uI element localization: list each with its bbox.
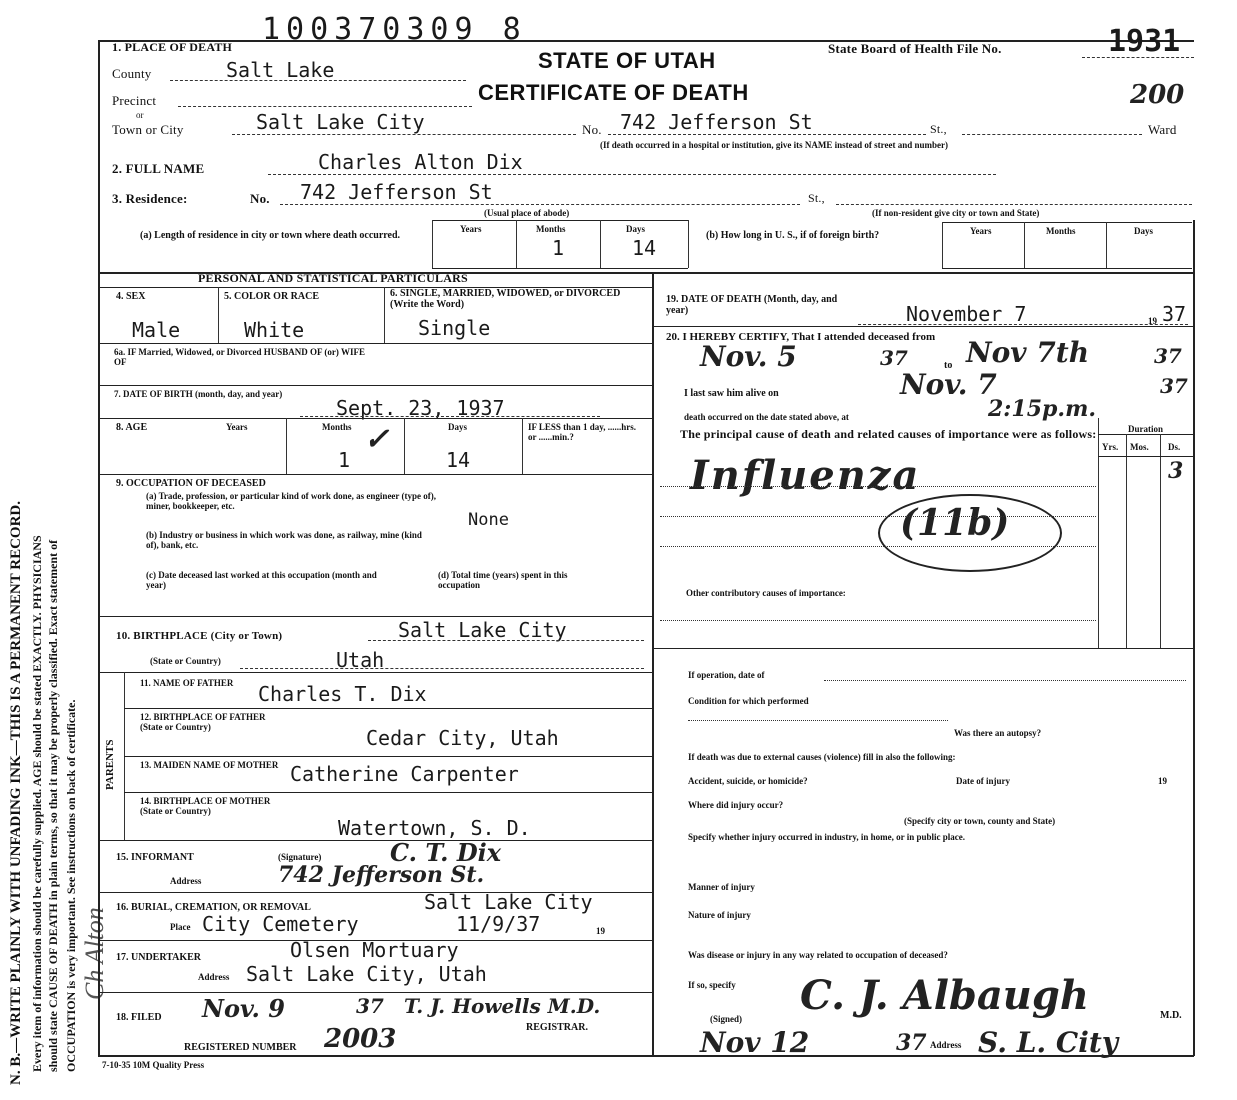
filed-label: 18. FILED: [116, 1012, 162, 1023]
undertaker-address-value: Salt Lake City, Utah: [246, 962, 487, 986]
residence-years-label: Years: [460, 224, 482, 234]
parents-side-label: PARENTS: [104, 739, 116, 790]
duration-yrs-label: Yrs.: [1102, 442, 1119, 452]
father-name-value: Charles T. Dix: [258, 682, 427, 706]
age-months-label: Months: [322, 422, 352, 432]
signed-label: (Signed): [710, 1014, 743, 1024]
full-name-value: Charles Alton Dix: [318, 150, 523, 174]
cause-of-death: Influenza: [690, 452, 921, 499]
injury-date-label: Date of injury: [956, 776, 1010, 786]
date-of-death-value: November 7: [906, 302, 1027, 326]
duration-ds-label: Ds.: [1168, 442, 1181, 452]
dob-label: 7. DATE OF BIRTH (month, day, and year): [114, 389, 283, 399]
burial-place-value: City Cemetery: [202, 912, 359, 936]
last-saw-label: I last saw him alive on: [684, 388, 779, 399]
precinct-label: Precinct: [112, 93, 157, 108]
age-years-label: Years: [226, 422, 248, 432]
place-of-death-label: 1. PLACE OF DEATH: [112, 40, 233, 54]
sex-label: 4. SEX: [116, 291, 146, 302]
burial-label: 16. BURIAL, CREMATION, OR REMOVAL: [116, 902, 311, 913]
informant-signature: C. T. Dix: [390, 838, 502, 867]
state-heading: STATE OF UTAH: [538, 48, 716, 73]
other-causes-label: Other contributory causes of importance:: [686, 588, 846, 598]
undertaker-label: 17. UNDERTAKER: [116, 952, 202, 963]
filed-year: 37: [356, 994, 384, 1018]
operation-label: If operation, date of: [688, 670, 765, 680]
if-so-label: If so, specify: [688, 980, 736, 990]
filed-date: Nov. 9: [202, 994, 285, 1023]
file-number-note: 200: [1130, 80, 1185, 110]
father-name-label: 11. NAME OF FATHER: [140, 678, 234, 688]
md-label: M.D.: [1160, 1010, 1182, 1021]
mother-birthplace-value: Watertown, S. D.: [338, 816, 531, 840]
age-check-mark: ✓: [364, 422, 390, 457]
age-days-label: Days: [448, 422, 468, 432]
autopsy-label: Was there an autopsy?: [954, 728, 1042, 738]
accident-label: Accident, suicide, or homicide?: [688, 776, 808, 786]
hospital-note: (If death occurred in a hospital or institution, give its NAME instead of street and number): [600, 140, 949, 150]
date-of-death-label: 19. DATE OF DEATH (Month, day, and year): [666, 294, 838, 316]
us-years-label: Years: [970, 226, 992, 236]
informant-address-label: Address: [170, 876, 202, 886]
attended-to-year: 37: [1154, 344, 1182, 368]
principal-cause-label: The principal cause of death and related causes of importance were as follows:: [680, 427, 1097, 441]
physician-signature: C. J. Albaugh: [800, 972, 1089, 1019]
residence-days-label: Days: [626, 224, 646, 234]
file-number-label: State Board of Health File No.: [828, 41, 1002, 56]
usual-abode-note: (Usual place of abode): [484, 208, 570, 218]
residence-months-label: Months: [536, 224, 566, 234]
burial-date-value: 11/9/37: [456, 912, 541, 936]
or-label: or: [136, 110, 144, 120]
st-label: St.,: [930, 122, 947, 136]
race-label: 5. COLOR OR RACE: [224, 291, 320, 302]
external-causes-label: If death was due to external causes (violence) fill in also the following:: [688, 752, 956, 762]
age-months-value: 1: [338, 448, 351, 472]
father-birthplace-value: Cedar City, Utah: [366, 726, 559, 750]
cause-duration: 3: [1168, 458, 1184, 484]
burial-place-label: Place: [170, 922, 191, 932]
residence-no-label: No.: [250, 191, 270, 206]
death-year-value: 37: [1162, 302, 1187, 326]
cause-code-circle: [878, 494, 1062, 572]
birthplace-city-value: Salt Lake City: [398, 618, 567, 642]
duration-label: Duration: [1128, 424, 1164, 434]
specify-label: Specify whether injury occurred in industry, in home, or in public place.: [688, 832, 966, 842]
dob-value: Sept. 23, 1937: [336, 396, 505, 420]
ward-label: Ward: [1148, 122, 1177, 137]
father-birthplace-label: 12. BIRTHPLACE OF FATHER (State or Country): [140, 712, 266, 732]
physician-address: S. L. City: [978, 1026, 1119, 1059]
certificate-title: CERTIFICATE OF DEATH: [478, 80, 749, 105]
attended-to-label: to: [944, 360, 953, 371]
town-label: Town or City: [112, 122, 184, 137]
registrar-label: REGISTRAR.: [526, 1022, 588, 1033]
sidebar-instructions-3: should state CAUSE OF DEATH in plain terms, so that it may be properly classified. Exact statement of: [46, 539, 60, 1072]
occupation-related-label: Was disease or injury in any way related to occupation of deceased?: [688, 950, 948, 960]
occupation-c-label: (c) Date deceased last worked at this occupation (month and year): [146, 570, 377, 590]
sidebar-instructions-1: N. B.—WRITE PLAINLY WITH UNFADING INK—THIS IS A PERMANENT RECORD.: [8, 501, 24, 1085]
mother-name-label: 13. MAIDEN NAME OF MOTHER: [140, 760, 279, 770]
county-value: Salt Lake: [226, 58, 335, 82]
occupation-value: None: [468, 510, 509, 530]
residence-label: 3. Residence:: [112, 191, 188, 206]
file-number: 1931: [1108, 24, 1181, 59]
residence-st-label: St.,: [808, 191, 825, 205]
street-no-label: No.: [582, 122, 602, 137]
sidebar-instructions-2: Every item of information should be carefully supplied. AGE should be stated EXACTLY. PHYSICIANS: [30, 535, 44, 1072]
occupation-label: 9. OCCUPATION OF DECEASED: [116, 478, 266, 489]
undertaker-value: Olsen Mortuary: [290, 938, 459, 962]
cause-code: (11b): [900, 502, 1010, 544]
specify-place-note: (Specify city or town, county and State): [904, 816, 1056, 826]
signed-year: 37: [896, 1030, 927, 1056]
marital-label: 6. SINGLE, MARRIED, WIDOWED, or DIVORCED (Write the Word): [390, 288, 621, 310]
occupation-a-label: (a) Trade, profession, or particular kind of work done, as engineer (type of), miner, bookkeeper, etc.: [146, 491, 436, 511]
serial-number: 100370309 8: [262, 12, 527, 47]
county-label: County: [112, 66, 152, 81]
birthplace-state-label: (State or Country): [150, 656, 221, 666]
duration-mos-label: Mos.: [1130, 442, 1149, 452]
sidebar-scrawl: Ch Alton: [80, 907, 109, 1000]
age-label: 8. AGE: [116, 422, 148, 433]
informant-label: 15. INFORMANT: [116, 852, 194, 863]
burial-city-value: Salt Lake City: [424, 890, 593, 914]
informant-address: 742 Jefferson St.: [278, 862, 485, 888]
death-year-label: 19: [1148, 316, 1157, 326]
death-occurred-label: death occurred on the date stated above, at: [684, 412, 849, 422]
us-days-label: Days: [1134, 226, 1154, 236]
last-saw-value: Nov. 7: [900, 368, 997, 401]
nonresident-note: (If non-resident give city or town and State): [872, 208, 1040, 218]
death-time: 2:15p.m.: [988, 396, 1097, 422]
injury-where-label: Where did injury occur?: [688, 800, 784, 810]
mother-name-value: Catherine Carpenter: [290, 762, 519, 786]
occupation-b-label: (b) Industry or business in which work was done, as railway, mine (kind of), bank, etc.: [146, 530, 422, 550]
less-than-day-label: IF LESS than 1 day, ......hrs. or ......min.?: [528, 422, 636, 442]
how-long-us-label: (b) How long in U. S., if of foreign birth?: [706, 230, 880, 241]
residence-days-value: 14: [632, 236, 657, 260]
print-info: 7-10-35 10M Quality Press: [102, 1060, 205, 1070]
attended-from: Nov. 5: [700, 340, 797, 373]
registrar-signature: T. J. Howells M.D.: [404, 994, 601, 1018]
attended-from-year: 37: [880, 346, 908, 370]
attended-to: Nov 7th: [966, 336, 1090, 369]
occupation-d-label: (d) Total time (years) spent in this occupation: [438, 570, 568, 590]
age-days-value: 14: [446, 448, 471, 472]
registered-number: 2003: [324, 1024, 397, 1054]
burial-year-label: 19: [596, 926, 605, 936]
condition-label: Condition for which performed: [688, 696, 809, 706]
sidebar-instructions-4: OCCUPATION is very important. See instructions on back of certificate.: [64, 699, 78, 1072]
marital-value: Single: [418, 316, 491, 340]
injury-year-label: 19: [1158, 776, 1167, 786]
signed-date: Nov 12: [700, 1026, 810, 1059]
spouse-label: 6a. IF Married, Widowed, or Divorced HUSBAND OF (or) WIFE OF: [114, 347, 365, 367]
full-name-label: 2. FULL NAME: [112, 161, 205, 176]
manner-label: Manner of injury: [688, 882, 755, 892]
registered-number-label: REGISTERED NUMBER: [184, 1042, 297, 1053]
personal-heading: PERSONAL AND STATISTICAL PARTICULARS: [198, 271, 468, 285]
last-saw-year: 37: [1160, 374, 1188, 398]
physician-address-label: Address: [930, 1040, 962, 1050]
birthplace-state-value: Utah: [336, 648, 385, 672]
race-value: White: [244, 318, 305, 342]
length-residence-label: (a) Length of residence in city or town where death occurred.: [140, 230, 401, 241]
informant-signature-label: (Signature): [278, 852, 322, 862]
street-value: 742 Jefferson St: [620, 110, 813, 134]
certify-label: 20. I HEREBY CERTIFY, That I attended deceased from: [666, 331, 936, 343]
nature-label: Nature of injury: [688, 910, 751, 920]
residence-value: 742 Jefferson St: [300, 180, 493, 204]
us-months-label: Months: [1046, 226, 1076, 236]
town-value: Salt Lake City: [256, 110, 425, 134]
undertaker-address-label: Address: [198, 972, 230, 982]
sex-value: Male: [132, 318, 181, 342]
birthplace-label: 10. BIRTHPLACE (City or Town): [116, 630, 283, 642]
mother-birthplace-label: 14. BIRTHPLACE OF MOTHER (State or Country): [140, 796, 271, 816]
residence-months-value: 1: [552, 236, 565, 260]
